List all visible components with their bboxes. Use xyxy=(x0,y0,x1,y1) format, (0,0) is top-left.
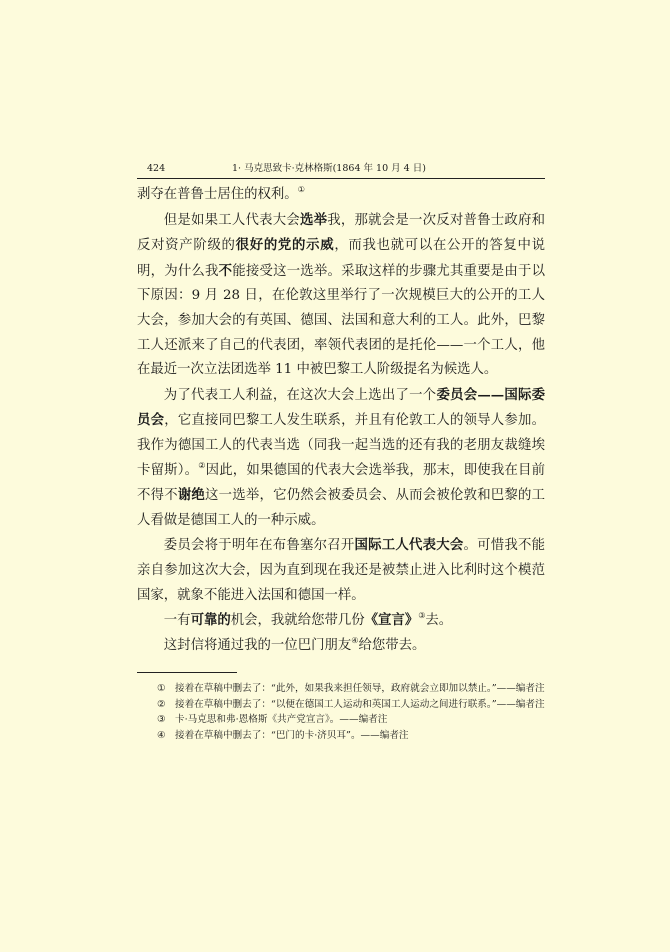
footnote-marker: ② xyxy=(157,698,166,710)
text-segment: 为了代表工人利益，在这次大会上选出了一个 xyxy=(163,387,437,403)
emphasis-text: 选举 xyxy=(300,211,328,228)
page-header xyxy=(137,160,545,179)
footnote-ref: ③ xyxy=(418,611,426,621)
paragraph xyxy=(137,533,545,608)
footnote-divider xyxy=(137,672,237,673)
text-segment: 给您带去。 xyxy=(358,637,426,653)
emphasis-text: 《宣言》 xyxy=(364,612,419,629)
emphasis-text: 可靠的 xyxy=(190,612,231,629)
paragraph xyxy=(137,634,545,659)
footnote-text: 接着在草稿中删去了：“巴门的卡·济贝耳”。——编者注 xyxy=(175,730,409,742)
emphasis-text: 不 xyxy=(218,262,233,279)
text-segment: 能接受这一选举。采取这样的步骤尤其重要是由于以下原因：9 月 28 日，在伦敦这里举行了一次规模巨大的公开的工人大会，参加大会的有英国、德国、法国和意大利的工人。此外，巴黎工人还派来了自己的代表团，率领代表团的是托伦——一个工人，他在最近一次立法团选举 11 中被巴黎工人阶级提名为候选人。 xyxy=(137,263,546,378)
text-segment: 剥夺在普鲁士居住的权利。 xyxy=(137,187,298,202)
text-segment: 这一选举，它仍然会被委员会、从而会被伦敦和巴黎的工人看做是德国工人的一种示威。 xyxy=(137,488,546,528)
footnote-marker: ③ xyxy=(157,714,166,726)
text-segment: ，它直接同巴黎工人发生联系，并且有伦敦工人的领导人参加。我作为德国工人的代表当选（同我一起当选的还有我的老朋友裁缝埃卡留斯）。 xyxy=(137,413,546,478)
text-segment: 去。 xyxy=(425,613,453,629)
text-segment: 我，那就会是一次反对普鲁士政府和反对资产阶级的 xyxy=(137,212,546,254)
footnote-marker: ① xyxy=(157,683,166,695)
footnote-marker: ④ xyxy=(157,730,166,742)
footnote-text: 卡·马克思和弗·恩格斯《共产党宣言》。——编者注 xyxy=(175,714,388,726)
footnote-ref: ④ xyxy=(351,635,359,645)
footnote xyxy=(137,681,545,697)
footnote xyxy=(137,728,545,744)
footnotes xyxy=(137,681,545,743)
paragraph xyxy=(137,183,545,208)
footnote-ref: ② xyxy=(198,460,206,470)
footnote xyxy=(137,712,545,728)
paragraph xyxy=(137,208,545,383)
page-number: 424 xyxy=(147,163,166,174)
text-segment: 委员会将于明年在布鲁塞尔召开 xyxy=(163,538,355,554)
footnote-text: 接着在草稿中删去了：“此外，如果我来担任领导，政府就会立即加以禁止。”——编者注 xyxy=(175,683,545,695)
text-segment: 一有 xyxy=(163,613,191,629)
footnote xyxy=(137,697,545,713)
footnote-ref: ① xyxy=(297,185,305,194)
text-segment: 。可惜我不能亲自参加这次大会，因为直到现在我还是被禁止进入比利时这个模范国家，就象不能进入法国和德国一样。 xyxy=(137,538,546,603)
text-segment: 机会，我就给您带几份 xyxy=(230,613,365,629)
emphasis-text: 谢绝 xyxy=(177,487,206,504)
text-segment: 但是如果工人代表大会 xyxy=(163,212,301,228)
footnote-text: 接着在草稿中删去了：“以便在德国工人运动和英国工人运动之间进行联系。”——编者注 xyxy=(175,698,545,710)
emphasis-text: 国际工人代表大会 xyxy=(354,537,464,554)
emphasis-text: 很好的党的示威 xyxy=(235,237,335,254)
book-page xyxy=(137,160,545,744)
text-segment: ，而我也就可以在公开的答复中说明，为什么我 xyxy=(137,238,546,279)
paragraph xyxy=(137,383,545,534)
emphasis-text: 委员会——国际委员会 xyxy=(137,386,546,429)
text-segment: 因此，如果德国的代表大会选举我，那末，即使我在目前不得不 xyxy=(137,462,546,504)
letter-body xyxy=(137,183,545,658)
paragraph xyxy=(137,608,545,634)
text-segment: 这封信将通过我的一位巴门朋友 xyxy=(163,637,352,653)
running-title: 1· 马克思致卡·克林格斯(1864 年 10 月 4 日) xyxy=(232,163,426,174)
